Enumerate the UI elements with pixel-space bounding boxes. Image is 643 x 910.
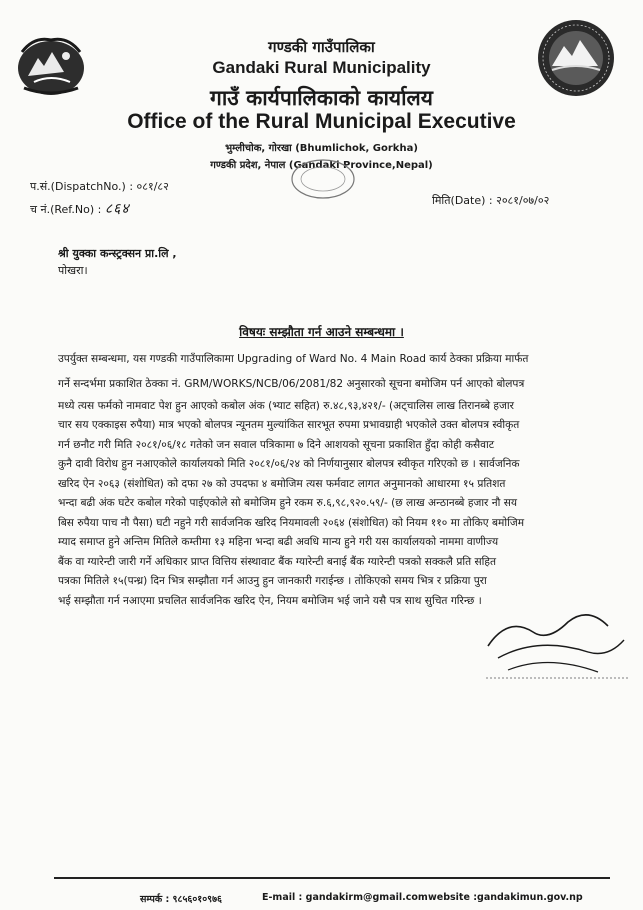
- addressee-location: पोखरा।: [58, 264, 88, 277]
- body-line: गर्ने सन्दर्भमा प्रकाशित ठेक्का नं. GRM/WORKS/NCB/06/2081/82 अनुसारको सूचना बमोजिम पर्न आएको बोलपत्र: [58, 378, 525, 390]
- letter-date: मिति(Date) : २०८१/०७/०२: [432, 194, 550, 207]
- body-line: कुनै दावी विरोध हुन नआएकोले कार्यालयको मिति २०८१/०६/२४ को निर्णयानुसार बोलपत्र स्वीकृत गरिएको छ । सार्वजनिक: [58, 458, 520, 470]
- body-line: मध्ये त्यस फर्मको नामवाट पेश हुन आएको कबोल अंक (भ्याट सहित) रु.४८,९३,४२१/- (अट्चालिस लाख तिरानब्बे हजार: [58, 400, 514, 412]
- office-stamp: [290, 158, 356, 200]
- municipality-name-nepali: गण्डकी गाउँपालिका: [268, 38, 375, 56]
- body-line: भई सम्झौता गर्न नआएमा प्रचलित सार्वजनिक खरिद ऐन, नियम बमोजिम भई जाने यसै पत्र साथ सुचित गरिन्छ ।: [58, 595, 482, 607]
- address-line-2: गण्डकी प्रदेश, नेपाल (Gandaki Province,Nepal): [210, 160, 433, 171]
- address-line-1: भुम्लीचोक, गोरखा (Bhumlichok, Gorkha): [225, 143, 418, 154]
- footer-phone: सम्पर्क : ९८५६०१०९७६: [140, 894, 222, 905]
- office-name-english: Office of the Rural Municipal Executive: [127, 110, 516, 133]
- reference-label: च नं.(Ref.No) :: [30, 203, 102, 216]
- footer-email: E-mail : gandakirm@gmail.com: [262, 892, 428, 903]
- footer-website: website :gandakimun.gov.np: [428, 892, 583, 903]
- body-line: चार सय एक्काइस रुपैया) मात्र भएको बोलपत्र न्यूनतम मुल्यांकित सारभूत रुपमा प्रभावग्राही भएकोले उक्त बोलपत्र स्वीकृत: [58, 419, 520, 431]
- reference-value: ८६४: [104, 201, 130, 217]
- dispatch-number: प.सं.(DispatchNo.) : ०८१/८२: [30, 180, 169, 193]
- reference-number: [30, 199, 130, 218]
- addressee-name: श्री युक्का कन्स्ट्रक्सन प्रा.लि ,: [58, 247, 177, 260]
- body-line: उपर्युक्त सम्बन्धमा, यस गण्डकी गाउँपालिकामा Upgrading of Ward No. 4 Main Road कार्य ठेक्का प्रक्रिया मार्फत: [58, 353, 529, 365]
- office-name-nepali: गाउँ कार्यपालिकाको कार्यालय: [210, 86, 433, 110]
- body-line: गर्न छनौट गरी मिति २०८१/०६/१८ गतेको जन सवाल पत्रिकामा ७ दिने आशयको सूचना प्रकाशित हुँदा कोही कसैवाट: [58, 439, 495, 451]
- body-line: पत्रका मितिले १५(पन्ध्र) दिन भित्र सम्झौता गर्न आउनु हुन जानकारी गराईन्छ । तोकिएको समय भित्र र प्रक्रिया पुरा: [58, 575, 487, 587]
- body-line: बिस रुपैया पाच नौ पैसा) घटी नहुने गरी सार्वजनिक खरिद नियमावली २०६४ (संशोधित) को नियम ११० मा तोकिए बमोजिम: [58, 517, 525, 529]
- municipality-name-english: Gandaki Rural Municipality: [212, 58, 431, 77]
- letter-subject: विषयः सम्झौता गर्न आउने सम्बन्धमा ।: [239, 325, 404, 339]
- footer-divider: [54, 877, 610, 879]
- signature: [478, 596, 634, 696]
- body-line: म्याद समाप्त हुने अन्तिम मितिले कम्तीमा १३ महिना भन्दा बढी अवधि मान्य हुने गरी यस कार्यालयको नाममा वाणीज्य: [58, 536, 499, 548]
- body-line: खरिद ऐन २०६३ (संशोधित) को दफा २७ को उपदफा ४ बमोजिम त्यस फर्मवाट लागत अनुमानको आधारमा १५ प्रतिशत: [58, 478, 506, 490]
- body-line: भन्दा बढी अंक घटेर कबोल गरेको पाईएकोले सो बमोजिम हुने रकम रु.६,९८,९२०.५९/- (छ लाख अन्ठानब्बे हजार नौ सय: [58, 497, 518, 509]
- body-line: बैंक वा ग्यारेन्टी जारी गर्ने अधिकार प्राप्त वित्तिय संस्थावाट बैंक ग्यारेन्टी बनाई बैंक ग्यारेन्टी पत्रको सक्कलै प्रति सहित: [58, 556, 497, 568]
